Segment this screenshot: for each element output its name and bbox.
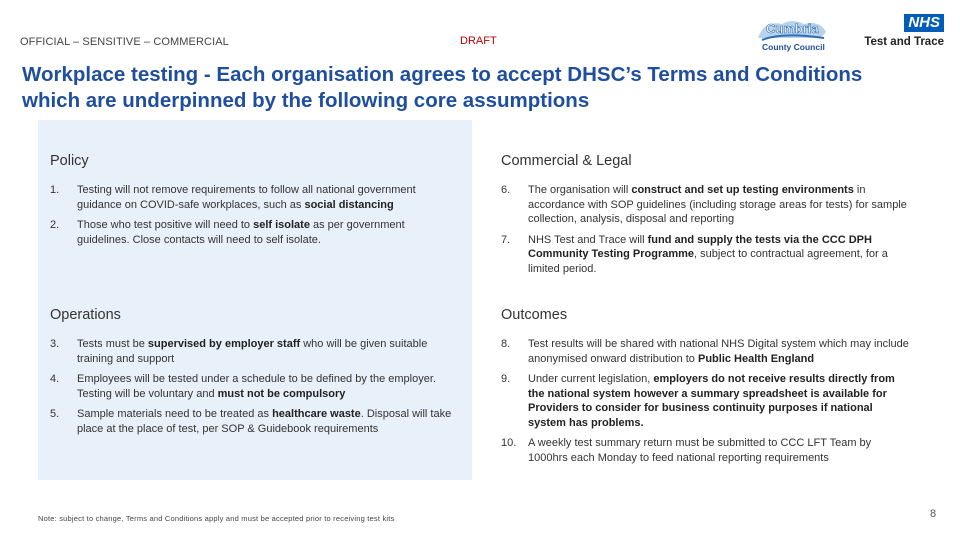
policy-heading: Policy bbox=[50, 153, 89, 169]
item-text-bold: fund and supply the tests via the CCC DPH Community Testing Programme bbox=[528, 233, 872, 260]
item-text: . Disposal will take place at the place of test, per SOP & Guidebook requirements bbox=[77, 408, 452, 435]
item-number: 10. bbox=[501, 437, 517, 449]
list-item bbox=[50, 407, 460, 436]
item-text: Sample materials need to be treated as bbox=[77, 408, 273, 420]
cumbria-logo-name: Cumbria bbox=[766, 21, 819, 36]
list-item bbox=[501, 233, 911, 277]
list-item bbox=[50, 337, 460, 366]
cumbria-logo-mark bbox=[752, 16, 832, 54]
page-number: 8 bbox=[930, 508, 937, 520]
draft-label: DRAFT bbox=[460, 35, 497, 47]
item-number: 3. bbox=[50, 338, 60, 350]
item-text: Testing will not remove requirements to follow all national government guidance on COVID-safe workplaces, such as bbox=[77, 184, 416, 211]
item-text-bold: social distancing bbox=[304, 198, 394, 211]
operations-list bbox=[50, 337, 460, 442]
item-number: 1. bbox=[50, 184, 60, 196]
item-number: 7. bbox=[501, 233, 511, 246]
classification-label: OFFICIAL – SENSITIVE – COMMERCIAL bbox=[20, 36, 229, 48]
item-text: A weekly test summary return must be submitted to CCC LFT Team by 1000hrs each Monday to feed national reporting requirements bbox=[528, 437, 872, 464]
list-item bbox=[50, 218, 460, 247]
item-text-bold: self isolate bbox=[253, 219, 310, 231]
item-text: Test results will be shared with national NHS Digital system which may include anonymised onward distribution to bbox=[528, 338, 909, 365]
item-text: Tests must be bbox=[77, 338, 148, 350]
item-text: The organisation will bbox=[528, 184, 632, 196]
nhs-tagline: Test and Trace bbox=[864, 36, 944, 48]
item-text-bold: Public Health England bbox=[697, 352, 815, 365]
commercial-legal-heading: Commercial & Legal bbox=[501, 153, 632, 169]
commercial-legal-list bbox=[501, 183, 911, 282]
cumbria-logo-subtitle: County Council bbox=[762, 42, 825, 52]
item-text: who will be given suitable training and support bbox=[77, 338, 428, 365]
item-text: as per government guidelines. Close contacts will need to self isolate. bbox=[77, 219, 405, 246]
item-number: 6. bbox=[501, 184, 511, 196]
item-number: 2. bbox=[50, 219, 60, 231]
item-text-bold: supervised by employer staff bbox=[147, 338, 301, 350]
operations-heading: Operations bbox=[50, 307, 121, 323]
item-text: NHS Test and Trace will bbox=[528, 233, 648, 246]
list-item bbox=[501, 372, 911, 430]
list-item bbox=[501, 183, 911, 227]
nhs-badge: NHS bbox=[904, 14, 944, 32]
item-number: 9. bbox=[501, 373, 511, 385]
item-number: 8. bbox=[501, 338, 511, 350]
cumbria-county-council-logo bbox=[752, 16, 832, 54]
item-text-bold: healthcare waste bbox=[272, 408, 361, 420]
item-text-bold: employers do not receive results directly from the national system however a summary spreadsheet is available for Providers to consider for business continuity purposes if national system has problems. bbox=[528, 373, 895, 429]
item-number: 4. bbox=[50, 373, 60, 385]
list-item bbox=[50, 372, 460, 401]
item-text: , subject to contractual agreement, for a limited period. bbox=[528, 248, 888, 275]
item-number: 5. bbox=[50, 408, 60, 420]
outcomes-heading: Outcomes bbox=[501, 307, 568, 323]
item-text-bold: construct and set up testing environments bbox=[631, 184, 854, 196]
item-text-bold: must not be compulsory bbox=[217, 387, 346, 400]
policy-list bbox=[50, 183, 460, 253]
list-item bbox=[50, 183, 460, 212]
page-title: Workplace testing - Each organisation agrees to accept DHSC’s Terms and Conditions which are underpinned by the following core assumptions bbox=[22, 63, 863, 112]
list-item bbox=[501, 436, 911, 465]
list-item bbox=[501, 337, 911, 366]
nhs-test-and-trace-logo bbox=[858, 14, 944, 52]
item-text: Under current legislation, bbox=[528, 373, 654, 385]
item-text: in accordance with SOP guidelines (including storage areas for tests) for sample collection, analysis, disposal and reporting bbox=[528, 184, 907, 225]
footnote: Note: subject to change, Terms and Conditions apply and must be accepted prior to receiving test kits bbox=[38, 514, 395, 523]
outcomes-list bbox=[501, 337, 911, 471]
item-text: Those who test positive will need to bbox=[77, 219, 254, 231]
item-text: Employees will be tested under a schedule to be defined by the employer. Testing will be voluntary and bbox=[77, 373, 436, 400]
